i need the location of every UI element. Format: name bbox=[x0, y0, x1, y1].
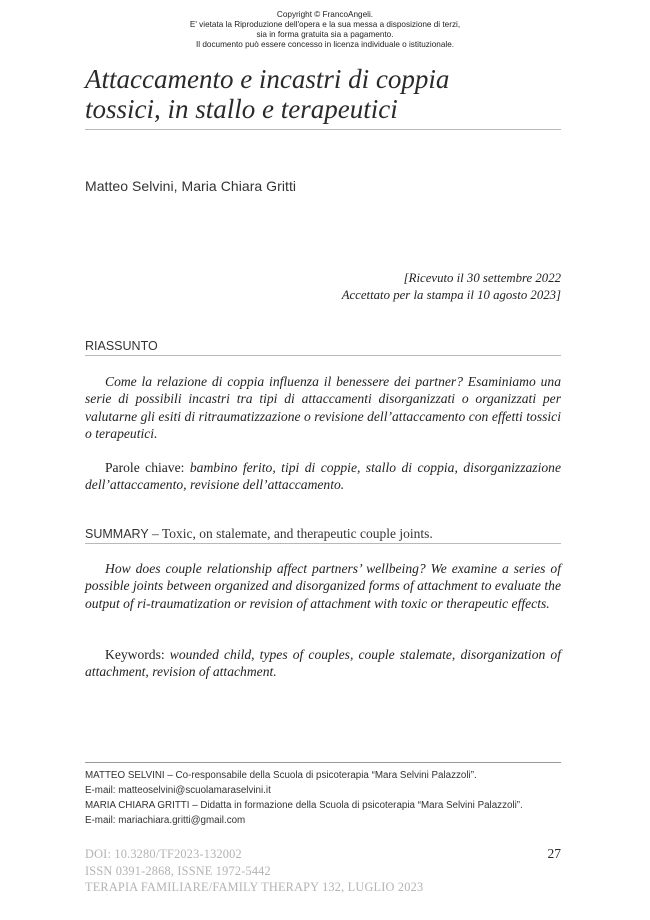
keywords-label: Keywords: bbox=[105, 647, 170, 662]
riassunto-heading: RIASSUNTO bbox=[85, 339, 158, 353]
journal-footer bbox=[85, 846, 423, 896]
authors: Matteo Selvini, Maria Chiara Gritti bbox=[85, 178, 297, 194]
copyright-line: Copyright © FrancoAngeli. bbox=[276, 10, 374, 19]
title-line: tossici, in stallo e terapeutici bbox=[85, 94, 398, 124]
summary-heading-label: SUMMARY bbox=[85, 527, 149, 541]
copyright-line: Il documento può essere concesso in licenza individuale o istituzionale. bbox=[195, 40, 455, 49]
journal-issue: TERAPIA FAMILIARE/FAMILY THERAPY 132, LUGLIO 2023 bbox=[85, 880, 424, 894]
title-line: Attaccamento e incastri di coppia bbox=[85, 64, 450, 94]
summary-keywords bbox=[85, 646, 561, 681]
received-dates bbox=[342, 270, 561, 304]
keywords-list: wounded child, types of couples, couple stalemate, disorganization of attachment, revision of attachment. bbox=[85, 647, 561, 680]
bio-email: E-mail: mariachiara.gritti@gmail.com bbox=[85, 815, 246, 826]
keywords-list: bambino ferito, tipi di coppie, stallo di coppia, disorganizzazione dell’attaccamento, revisione dell’attaccamento. bbox=[85, 460, 561, 493]
article-title bbox=[85, 64, 565, 124]
author-bios bbox=[85, 768, 565, 828]
bio-email: E-mail: matteoselvini@scuolamaraselvini.it bbox=[85, 785, 271, 796]
copyright-notice bbox=[0, 10, 650, 50]
summary-abstract: How does couple relationship affect partners’ wellbeing? We examine a series of possible joints between organized and disorganized forms of attachment to evaluate the output of ri-traumatization or revision of attachment with toxic or therapeutic effects. bbox=[85, 561, 561, 611]
summary-heading-title: – Toxic, on stalemate, and therapeutic couple joints. bbox=[148, 526, 433, 541]
footnote-divider bbox=[85, 762, 561, 763]
riassunto-abstract: Come la relazione di coppia influenza il benessere dei partner? Esaminiamo una serie di possibili incastri tra tipi di attaccamenti disorganizzati o organizzati per valutarne gli esiti di ritraumatizzazione o revisione dell’attaccamento con effetti tossici o terapeutici. bbox=[85, 374, 561, 442]
summary-heading bbox=[85, 526, 433, 542]
copyright-line: E' vietata la Riproduzione dell'opera e la sua messa a disposizione di terzi, bbox=[189, 20, 461, 29]
bio-line: MATTEO SELVINI – Co-responsabile della Scuola di psicoterapia “Mara Selvini Palazzoli”. bbox=[85, 770, 477, 781]
page-number: 27 bbox=[547, 846, 561, 861]
riassunto-keywords bbox=[85, 459, 561, 494]
received-line: [Ricevuto il 30 settembre 2022 bbox=[403, 271, 561, 285]
issn: ISSN 0391-2868, ISSNE 1972-5442 bbox=[85, 863, 271, 878]
accepted-line: Accettato per la stampa il 10 agosto 2023] bbox=[341, 288, 561, 302]
copyright-line: sia in forma gratuita sia a pagamento. bbox=[256, 30, 394, 39]
keywords-label: Parole chiave: bbox=[105, 460, 190, 475]
bio-line: MARIA CHIARA GRITTI – Didatta in formazione della Scuola di psicoterapia “Mara Selvini Palazzoli”. bbox=[85, 800, 523, 811]
summary-divider bbox=[85, 543, 561, 544]
riassunto-divider bbox=[85, 355, 561, 356]
title-divider bbox=[85, 129, 561, 130]
doi: DOI: 10.3280/TF2023-132002 bbox=[85, 847, 242, 861]
